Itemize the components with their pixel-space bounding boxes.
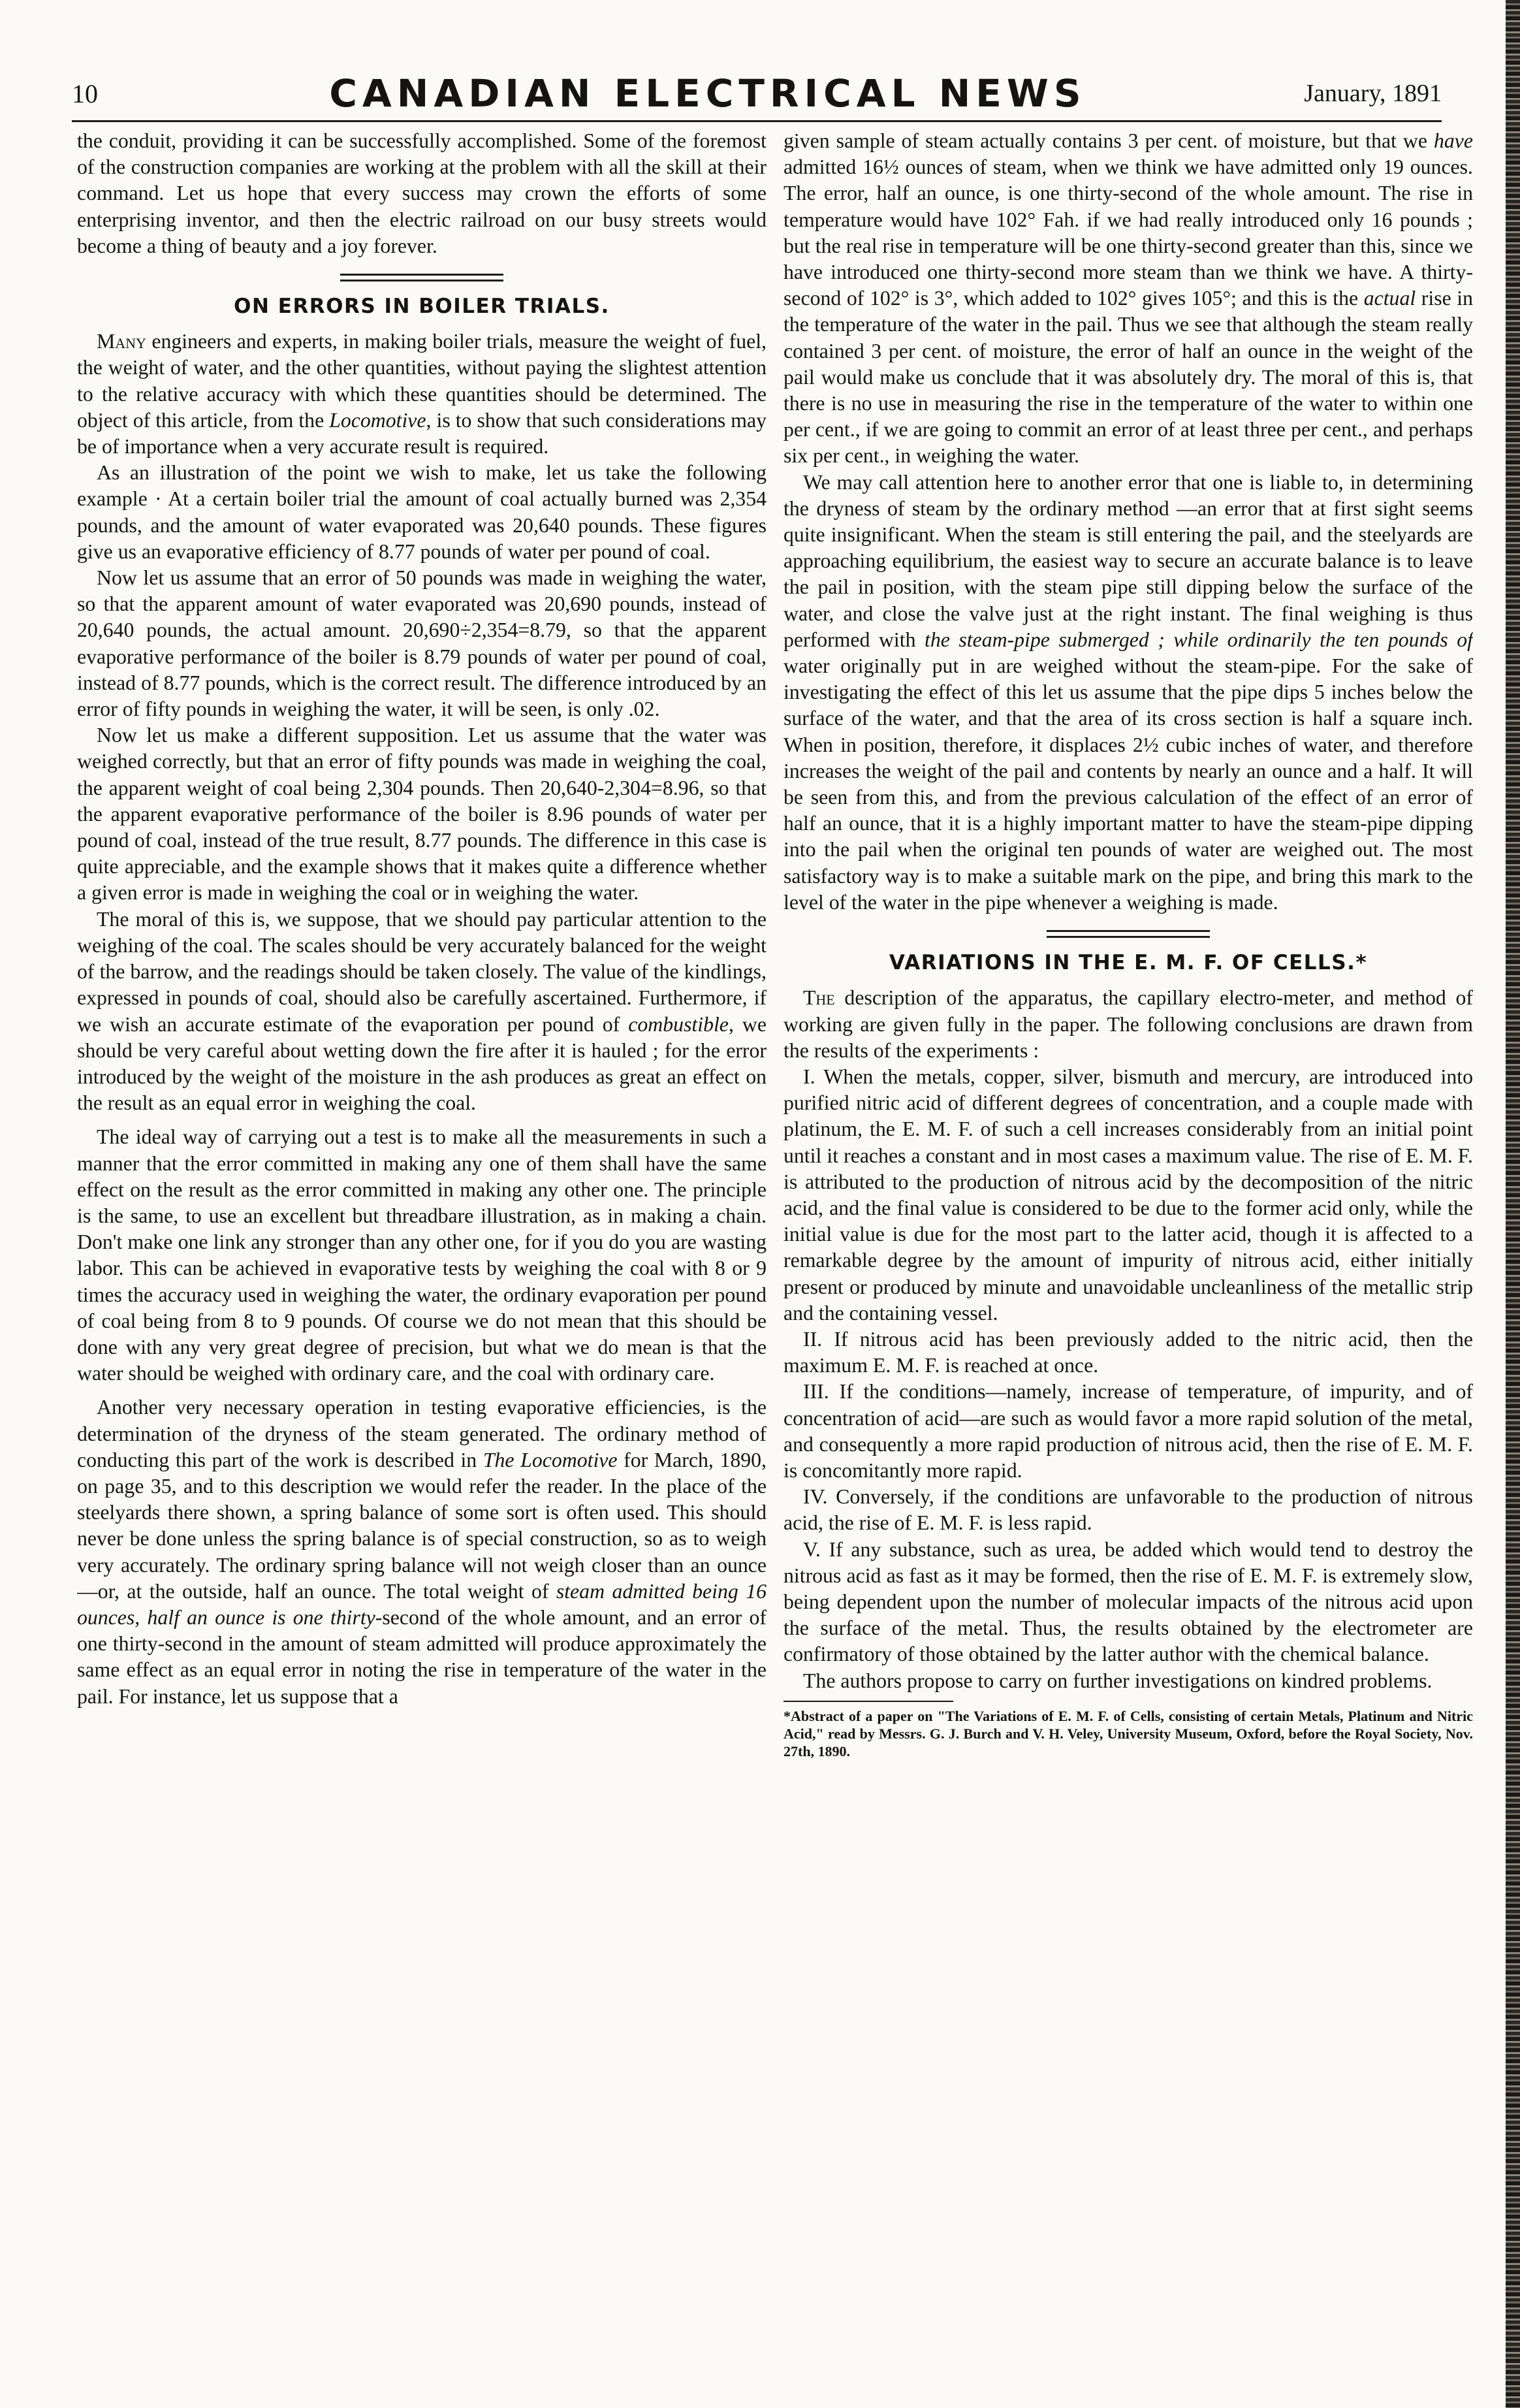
text-run: engineers and experts, in making boiler trials, measure the weight of fuel, the weight of water, and the other quantities, without paying the slightest attention to the relative accuracy with which these quantities should be determined. The object of this article, from the <box>77 330 767 432</box>
text-run: We may call attention here to another error that one is liable to, in determining the dryness of steam by the ordinary method —an error that at first sight seems quite insignificant. When the steam is still entering the pail, and the steelyards are approaching equilibrium, the easiest way to secure an accurate balance is to leave the pail in position, with the steam pipe still dipping below the surface of the water, and close the valve just at the right instant. The final weighing is thus performed with <box>784 470 1473 651</box>
italic-run: combustible <box>628 1012 729 1036</box>
paragraph: II. If nitrous acid has been previously added to the nitric acid, then the maximum E. M. F. is reached at once. <box>784 1327 1473 1377</box>
paragraph <box>784 128 1473 470</box>
italic-run: steam admitted being 16 ounces, half an ounce is one thirty- <box>77 1579 767 1629</box>
paragraph <box>77 907 767 1117</box>
text-run: for March, 1890, on page 35, and to this description we would refer the reader. In the place of the steelyards there shown, a spring balance of some sort is often used. This should never be done unless the spring balance is of special construction, so as to weigh very accurately. The ordinary spring balance will not weigh closer than an ounce—or, at the outside, half an ounce. The total weight of <box>77 1448 767 1603</box>
italic-run: Locomotive <box>329 408 426 432</box>
right-column <box>784 128 1473 2375</box>
left-column <box>77 128 767 2375</box>
text-run: , is to show that such considerations may be of importance when a very accurate result is required. <box>77 408 767 458</box>
paragraph <box>77 329 767 460</box>
paragraph <box>77 1394 767 1709</box>
scan-edge <box>1506 0 1520 2408</box>
italic-run: The Locomotive <box>483 1448 618 1471</box>
italic-run: have <box>1433 129 1473 152</box>
text-run: Another very necessary operation in testing evaporative efficiencies, is the determination of the dryness of the steam generated. The ordinary method of conducting this part of the work is described in <box>77 1396 767 1471</box>
lead-word: The <box>803 986 835 1010</box>
paragraph: The ideal way of carrying out a test is to make all the measurements in such a manner that the error committed in making any one of them shall have the same effect on the result as the error committed in making any other one. The principle is the same, to use an excellent but threadbare illustration, as in making a chain. Don't make one link any stronger than any other one, for if you do you are wasting labor. This can be achieved in evaporative tests by weighing the coal with 8 or 9 times the accuracy used in weighing the water, the ordinary evaporation per pound of coal being from 8 to 9 pounds. Of course we do not mean that this should be done with any very great degree of precision, but what we do mean is that the water should be weighed with ordinary care, and the coal with ordinary care. <box>77 1125 767 1385</box>
footnote: *Abstract of a paper on "The Variations of E. M. F. of Cells, consisting of certain Metals, Platinum and Nitric Acid," read by Messrs. G. J. Burch and V. H. Veley, University Museum, Oxford, before the Royal Society, Nov. 27th, 1890. <box>784 1707 1473 1759</box>
section-divider <box>340 274 503 281</box>
page-number: 10 <box>72 78 98 108</box>
paragraph: V. If any substance, such as urea, be added which would tend to destroy the nitrous acid as fast as it may be formed, then the rise of E. M. F. is extremely slow, being dependent upon the number of molecular impacts of the nitrous acid upon the surface of the metal. Thus, the results obtained by the electrometer are confirmatory of those obtained by the latter author with the chemical balance. <box>784 1537 1473 1666</box>
text-run: , we should be very careful about wetting down the fire after it is hauled ; for the error introduced by the weight of the moisture in the ash produces as great an effect on the result as an equal error in weighing the coal. <box>77 1012 767 1115</box>
text-run: The moral of this is, we suppose, that we should pay particular attention to the weighing of the coal. The scales should be very accurately balanced for the weight of the barrow, and the readings should be taken closely. The value of the kindlings, expressed in pounds of coal, should also be carefully ascertained. Furthermore, if we wish an accurate estimate of the evaporation per pound of <box>77 907 767 1036</box>
page-header <box>72 71 1442 116</box>
article-heading-block <box>784 930 1473 976</box>
masthead-title: CANADIAN ELECTRICAL NEWS <box>329 71 1086 116</box>
header-rule <box>72 120 1442 122</box>
text-run: admitted 16½ ounces of steam, when we think we have admitted only 19 ounces. The error, half an ounce, is one thirty-second of the whole amount. The rise in temperature would have 102° Fah. if we had really introduced only 16 pounds ; but the real rise in temperature will be one thirty-second greater than this, since we have introduced one thirty-second more steam than we think we have. A thirty-second of 102° is 3°, which added to 102° gives 105°; and this is the <box>784 155 1473 310</box>
text-run: second of the whole amount, and an error of one thirty-second in the amount of steam admitted will produce approximately the same effect as an equal error in noting the rise in temperature of the water in the pail. For instance, let us suppose that a <box>77 1605 767 1708</box>
footnote-rule <box>784 1701 953 1702</box>
article-heading-block <box>77 274 767 319</box>
section-divider <box>1047 930 1210 938</box>
paragraph: I. When the metals, copper, silver, bismuth and mercury, are introduced into purified nitric acid of different degrees of concentration, and a couple made with platinum, the E. M. F. of such a cell increases considerably from an initial point until it reaches a constant and in most cases a maximum value. The rise of E. M. F. is attributed to the production of nitrous acid by the decomposition of the nitric acid, and the final value is considered to be due to the former acid only, while the initial value is due for the most part to the latter acid, though it is affected to a remarkable degree by the amount of impurity of nitrous acid, either initially present or produced by minute and unavoidable uncleanliness of the metallic strip and the containing vessel. <box>784 1065 1473 1324</box>
article-title: VARIATIONS IN THE E. M. F. OF CELLS.* <box>889 951 1368 975</box>
article-title: ON ERRORS IN BOILER TRIALS. <box>234 295 610 319</box>
text-run: description of the apparatus, the capillary electro-meter, and method of working are given fully in the paper. The following conclusions are drawn from the results of the experiments : <box>784 986 1473 1062</box>
lead-word: Many <box>97 330 146 353</box>
paragraph <box>784 985 1473 1064</box>
issue-date: January, 1891 <box>1304 80 1442 107</box>
text-run: given sample of steam actually contains 3 per cent. of moisture, but that we <box>784 129 1434 152</box>
paragraph: The authors propose to carry on further investigations on kindred problems. <box>803 1669 1433 1692</box>
paragraph: IV. Conversely, if the conditions are unfavorable to the production of nitrous acid, the rise of E. M. F. is less rapid. <box>784 1485 1473 1535</box>
italic-run: the steam-pipe submerged ; while ordinarily the ten pounds of <box>925 628 1473 651</box>
text-run: water originally put in are weighed without the steam-pipe. For the sake of investigating the effect of this let us assume that the pipe dips 5 inches below the surface of the water, and that the area of its cross section is half a square inch. When in position, therefore, it displaces 2½ cubic inches of water, and therefore increases the weight of the pail and contents by nearly an ounce and a half. It will be seen from this, and from the previous calculation of the effect of an error of half an ounce, that it is a highly important matter to have the steam-pipe dipping into the pail when the original ten pounds of water are weighed out. The most satisfactory way is to make a suitable mark on the pipe, and bring this mark to the level of the water in the pipe whenever a weighing is made. <box>784 654 1473 914</box>
text-run: rise in the temperature of the water in the pail. Thus we see that although the steam really contained 3 per cent. of moisture, the error of half an ounce in the weight of the pail would make us conclude that it was absolutely dry. The moral of this is, that there is no use in measuring the rise in the temperature of the water to within one per cent., if we are going to commit an error of at least three per cent., and perhaps six per cent., in weighing the water. <box>784 287 1473 468</box>
paragraph: As an illustration of the point we wish to make, let us take the following example · At a certain boiler trial the amount of coal actually burned was 2,354 pounds, and the amount of water evaporated was 20,640 pounds. These figures give us an evaporative efficiency of 8.77 pounds of water per pound of coal. <box>77 461 767 563</box>
paragraph <box>784 470 1473 916</box>
paragraph: III. If the conditions—namely, increase of temperature, of impurity, and of concentration of acid—are such as would favor a more rapid solution of the metal, and consequently a more rapid production of nitrous acid, then the rise of E. M. F. is concomitantly more rapid. <box>784 1380 1473 1482</box>
paragraph: the conduit, providing it can be successfully accomplished. Some of the foremost of the construction companies are working at the problem with all the skill at their command. Let us hope that every success may crown the efforts of some enterprising inventor, and then the electric railroad on our busy streets would become a thing of beauty and a joy forever. <box>77 129 767 257</box>
italic-run: actual <box>1363 287 1416 310</box>
paragraph: Now let us assume that an error of 50 pounds was made in weighing the water, so that the apparent amount of water evaporated was 20,690 pounds, instead of 20,640 pounds, the actual amount. 20,690÷2,354=8.79, so that the apparent evaporative performance of the boiler is 8.79 pounds of water per pound of coal, instead of 8.77 pounds, which is the correct result. The difference introduced by an error of fifty pounds in weighing the water, it will be seen, is only .02. <box>77 566 767 721</box>
paragraph: Now let us make a different supposition. Let us assume that the water was weighed correctly, but that an error of fifty pounds was made in weighing the coal, the apparent weight of coal being 2,304 pounds. Then 20,640-2,304=8.96, so that the apparent evaporative performance of the boiler is 8.96 pounds of water per pound of coal, instead of the true result, 8.77 pounds. The difference in this case is quite appreciable, and the example shows that it makes quite a difference whether a given error is made in weighing the coal or in weighing the water. <box>77 724 767 905</box>
